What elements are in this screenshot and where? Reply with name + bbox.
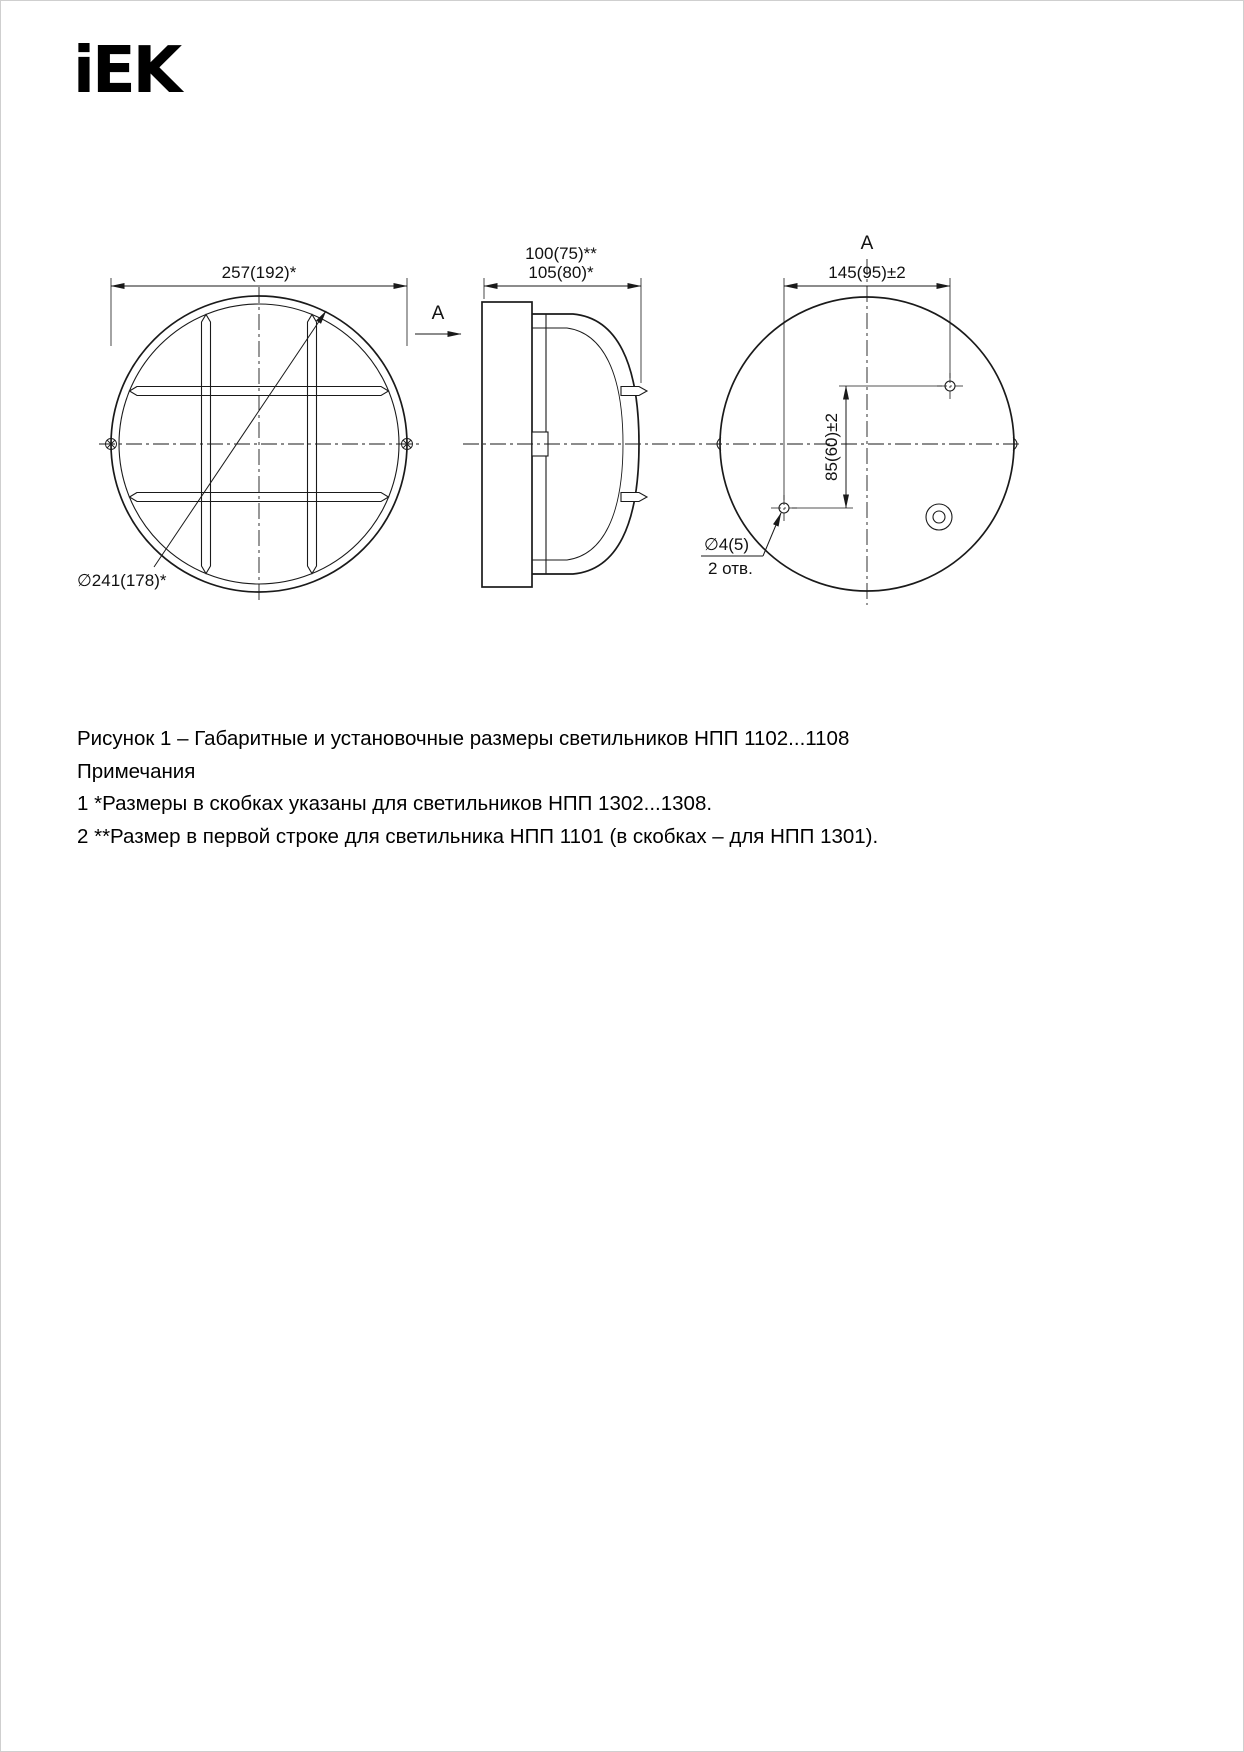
side-base-plate (482, 302, 532, 587)
front-width-dim-label: 257(192)* (221, 263, 297, 282)
figure-caption-block (77, 723, 1177, 853)
hole-spacing-v-label: 85(60)±2 (822, 413, 841, 481)
view-a-arrow-label: А (431, 303, 445, 324)
side-depth-dim-label-1: 100(75)** (525, 244, 597, 263)
back-view (701, 233, 1017, 605)
hole-diameter-label: ∅4(5) (704, 535, 750, 554)
note-1: 1 *Размеры в скобках указаны для светильников НПП 1302...1308. (77, 792, 713, 815)
side-depth-dim-label-2: 105(80)* (528, 263, 594, 282)
front-diameter-label: ∅241(178)* (77, 571, 167, 590)
view-direction-arrow (415, 303, 461, 334)
note-2: 2 **Размер в первой строке для светильника НПП 1101 (в скобках – для НПП 1301). (77, 824, 879, 848)
iek-logo: iEK (73, 34, 180, 108)
hole-spacing-h-label: 145(95)±2 (828, 263, 906, 282)
hole-callout (701, 513, 781, 578)
front-view (77, 263, 419, 602)
hole-count-label: 2 отв. (708, 559, 753, 578)
side-grid-bar-bottom (621, 493, 647, 502)
side-view (415, 244, 647, 587)
figure-title: Рисунок 1 – Габаритные и установочные размеры светильников НПП 1102...1108 (77, 727, 850, 750)
notes-header: Примечания (77, 759, 196, 783)
side-grid-bar-top (621, 387, 647, 396)
cable-entry (926, 504, 952, 530)
view-a-label: А (860, 233, 874, 254)
